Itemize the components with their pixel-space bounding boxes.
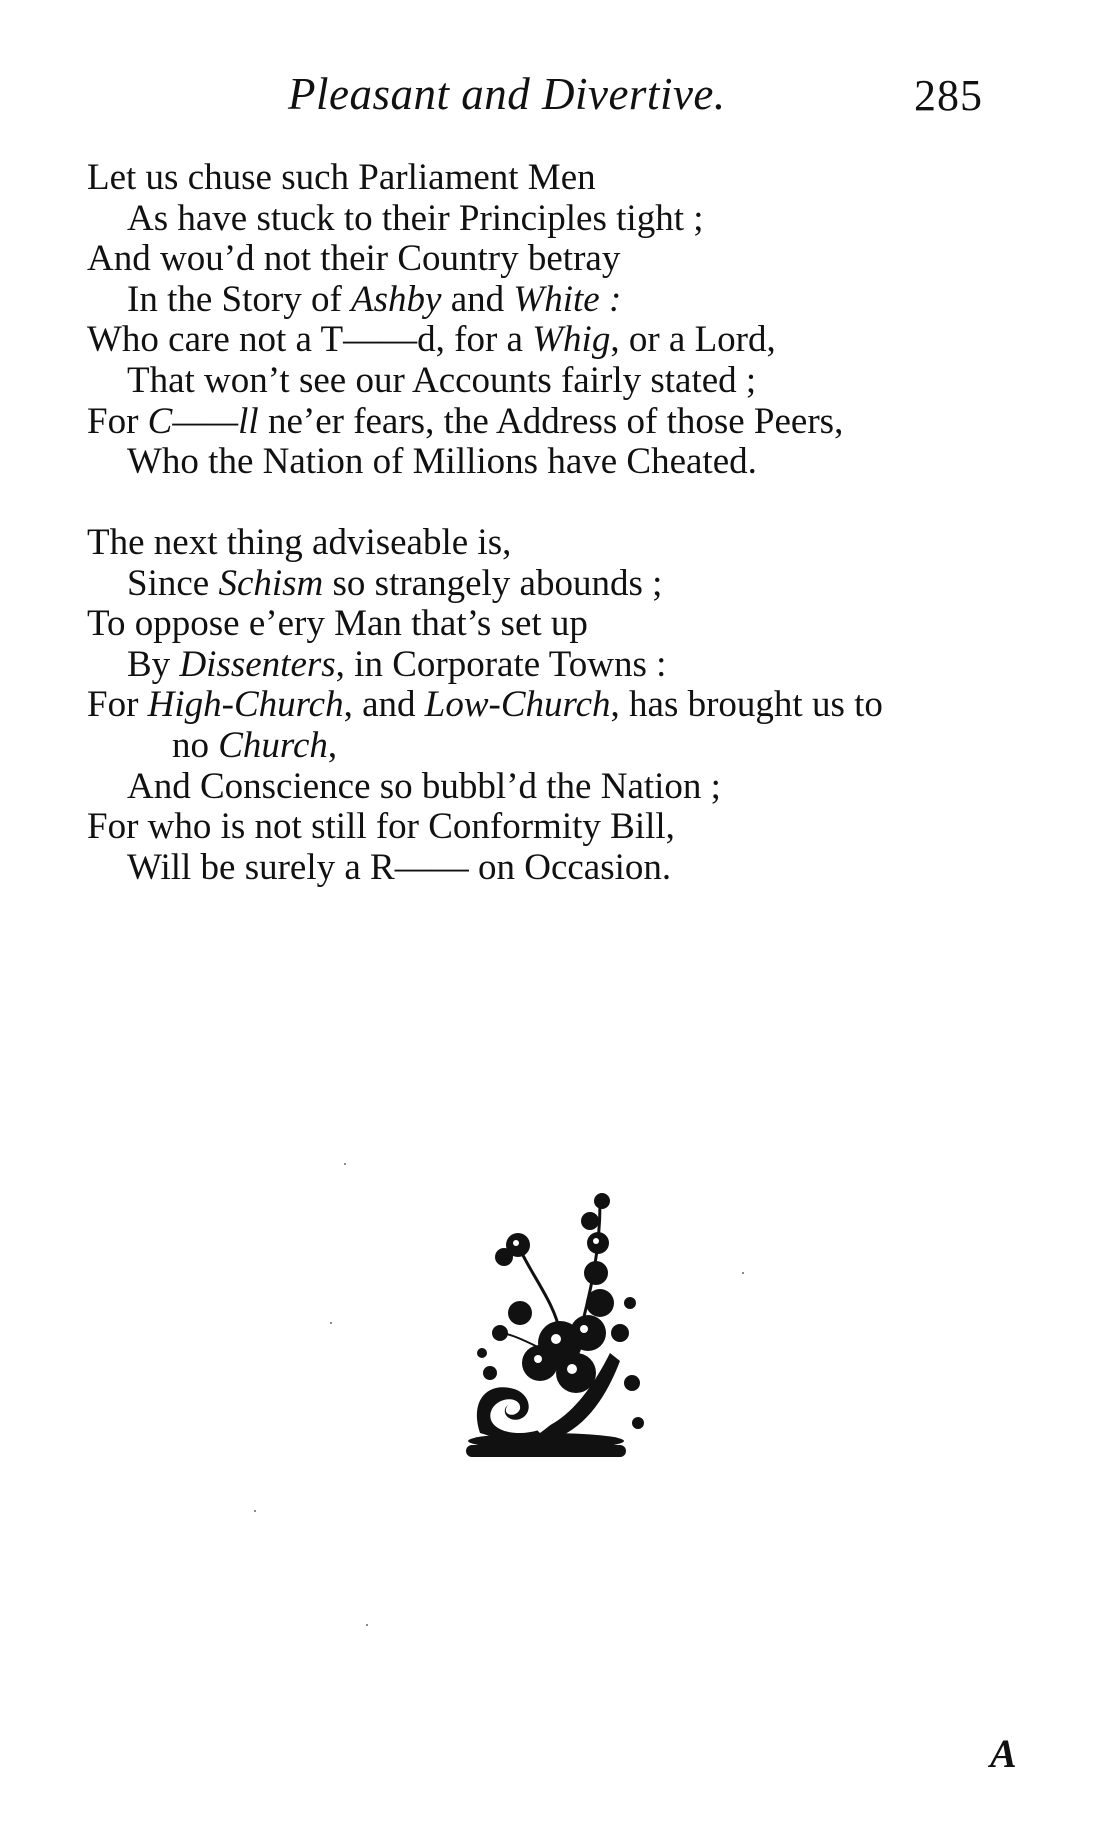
line-text: Who care not a T——d, for a [87, 319, 533, 361]
poem-line [0, 361, 1104, 402]
poem-line [0, 158, 1104, 199]
poem-line [0, 564, 1104, 605]
poem-line [0, 239, 1104, 280]
line-text: Who the Nation of Millions have Cheated. [127, 441, 757, 483]
italic-text: White : [513, 278, 622, 320]
line-text: In the Story of [127, 278, 352, 320]
line-text: For [87, 684, 148, 726]
line-text: , or a Lord, [610, 319, 776, 361]
italic-text: C——ll [147, 400, 259, 442]
paper-speck [366, 1624, 368, 1626]
paper-speck [254, 1510, 256, 1512]
line-text: no [172, 724, 219, 766]
line-text: To oppose e’ery Man that’s set up [87, 603, 588, 645]
poem-line [0, 604, 1104, 645]
italic-text: Schism [218, 562, 324, 604]
poem-line [0, 726, 1104, 767]
poem-line [0, 442, 1104, 483]
poem-line [0, 807, 1104, 848]
line-text: The next thing adviseable is, [87, 522, 512, 563]
line-text: As have stuck to their Principles tight ; [127, 197, 704, 239]
poem-line [0, 199, 1104, 240]
poem-line [0, 320, 1104, 361]
line-text: , has brought us to [610, 684, 883, 726]
italic-text: Low-Church [424, 684, 611, 726]
paper-speck [344, 1163, 346, 1165]
line-text: and [441, 278, 514, 320]
line-text: Since [127, 562, 219, 604]
line-text: , [327, 724, 338, 766]
stanza [0, 158, 1104, 483]
italic-text: Ashby [351, 278, 442, 320]
cornucopia-flowers-icon [460, 1183, 660, 1473]
line-text: For who is not still for Conformity Bill, [87, 806, 675, 848]
signature-mark: A [990, 1731, 1017, 1776]
line-text: And wou’d not their Country betray [87, 238, 621, 280]
poem-line [0, 848, 1104, 889]
page-number: 285 [914, 71, 983, 120]
line-text: That won’t see our Accounts fairly stated ; [127, 359, 757, 401]
line-text: For [87, 400, 148, 442]
paper-speck [742, 1272, 744, 1274]
poem-line [0, 685, 1104, 726]
line-text: , and [343, 684, 425, 726]
line-text: , in Corporate Towns : [335, 643, 667, 685]
italic-text: Whig [532, 319, 611, 361]
italic-text: High-Church [147, 684, 344, 726]
line-text: And Conscience so bubbl’d the Nation ; [127, 765, 721, 807]
running-title: Pleasant and Divertive. [288, 69, 726, 119]
stanza [0, 523, 1104, 888]
poem-line [0, 767, 1104, 808]
line-text: ne’er fears, the Address of those Peers, [258, 400, 844, 442]
poem-line [0, 523, 1104, 564]
poem-line [0, 645, 1104, 686]
line-text: Let us chuse such Parliament Men [87, 157, 596, 198]
italic-text: Dissenters [179, 643, 336, 685]
line-text: By [127, 643, 180, 685]
line-text: so strangely abounds ; [323, 562, 663, 604]
paper-speck [330, 1322, 332, 1324]
poem-line [0, 280, 1104, 321]
italic-text: Church [218, 724, 328, 766]
line-text: Will be surely a R—— on Occasion. [127, 846, 672, 888]
poem-line [0, 402, 1104, 443]
